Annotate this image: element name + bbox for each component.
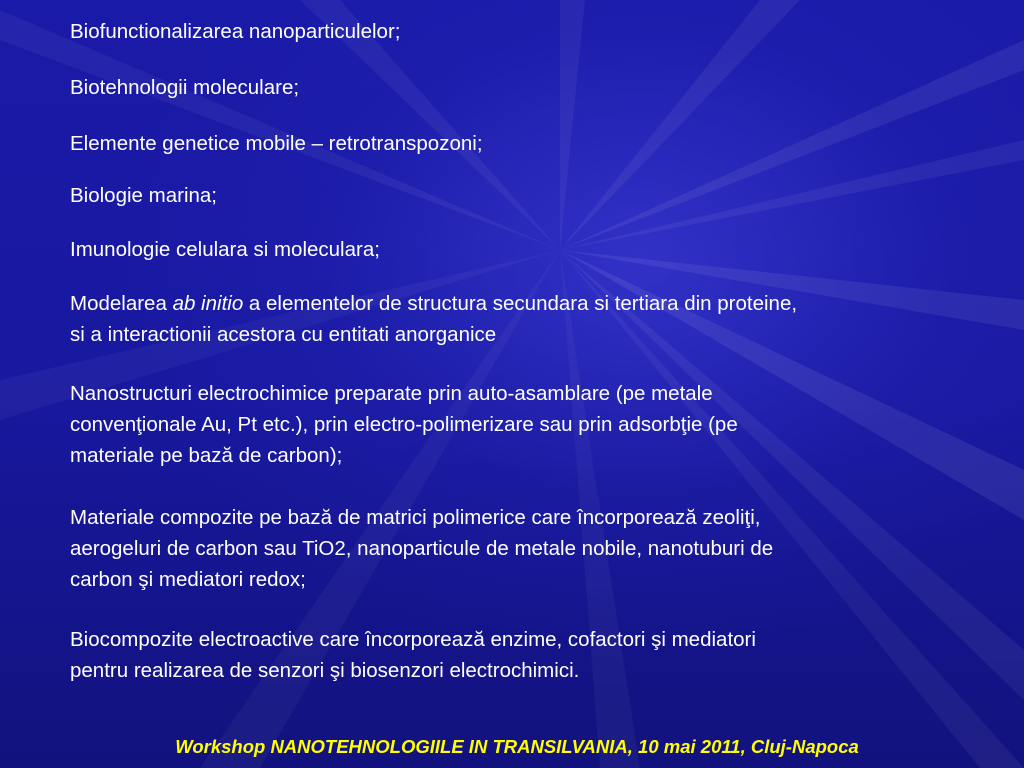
materiale-line-1: Materiale compozite pe bază de matrici polimerice care încorporează zeoliţi, xyxy=(70,506,761,529)
modelarea-paragraph xyxy=(70,288,990,350)
bullet-item-4: Biologie marina; xyxy=(70,184,217,207)
bullet-item-5: Imunologie celulara si moleculara; xyxy=(70,238,380,261)
nanostructuri-line-3: materiale pe bază de carbon); xyxy=(70,444,343,467)
footer-workshop-title: Workshop NANOTEHNOLOGIILE IN TRANSILVANIA, 10 mai 2011, Cluj-Napoca xyxy=(175,736,859,757)
modelarea-suffix: a elementelor de structura secundara si tertiara din proteine, xyxy=(243,292,798,315)
modelarea-italic: ab initio xyxy=(172,292,244,315)
bullet-item-1: Biofunctionalizarea nanoparticulelor; xyxy=(70,20,401,43)
nanostructuri-line-1: Nanostructuri electrochimice preparate prin auto-asamblare (pe metale xyxy=(70,382,713,405)
materiale-line-3: carbon şi mediatori redox; xyxy=(70,568,306,591)
nanostructuri-paragraph xyxy=(70,378,990,471)
modelarea-line-2: si a interactionii acestora cu entitati anorganice xyxy=(70,323,497,346)
modelarea-prefix: Modelarea xyxy=(70,292,173,315)
nanostructuri-line-2: convenţionale Au, Pt etc.), prin electro-polimerizare sau prin adsorbţie (pe xyxy=(70,413,738,436)
materiale-line-2: aerogeluri de carbon sau TiO2, nanoparticule de metale nobile, nanotuburi de xyxy=(70,537,774,560)
modelarea-line-1 xyxy=(70,288,990,319)
bullet-item-2: Biotehnologii moleculare; xyxy=(70,76,300,99)
bullet-item-3: Elemente genetice mobile – retrotranspozoni; xyxy=(70,132,483,155)
biocompozite-line-2: pentru realizarea de senzori şi biosenzori electrochimici. xyxy=(70,659,580,682)
biocompozite-line-1: Biocompozite electroactive care încorporează enzime, cofactori şi mediatori xyxy=(70,628,756,651)
biocompozite-paragraph xyxy=(70,624,990,686)
materiale-paragraph xyxy=(70,502,990,595)
